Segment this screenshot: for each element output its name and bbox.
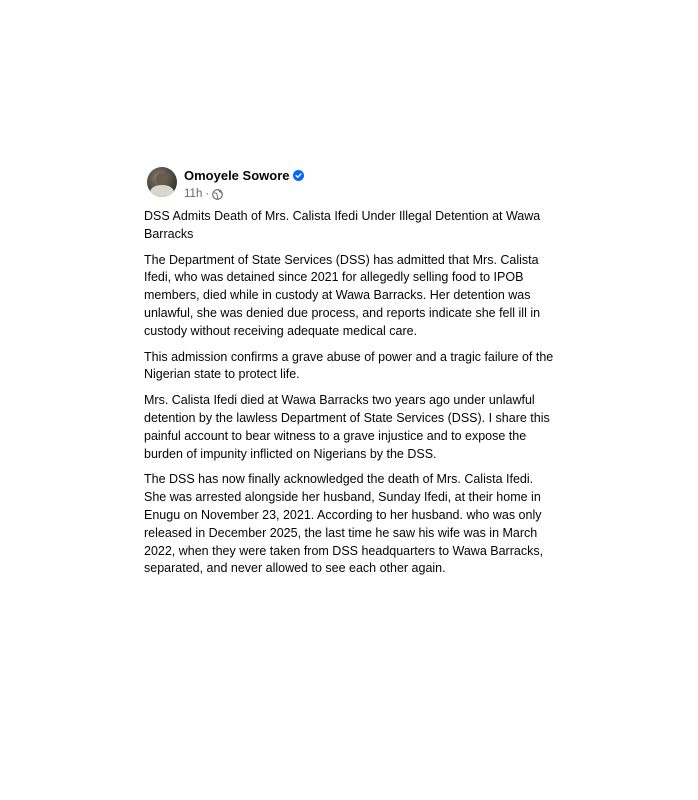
separator-dot: · — [205, 188, 210, 200]
author-row — [184, 166, 304, 184]
globe-icon[interactable] — [212, 189, 223, 200]
author-name[interactable]: Omoyele Sowore — [184, 167, 290, 183]
post-header — [144, 166, 556, 202]
post-paragraph: Mrs. Calista Ifedi died at Wawa Barracks two years ago under unlawful detention by the lawless Department of State Services (DSS). I share this painful account to bear witness to a grave injustice and to expose the burden of impunity inflicted on Nigerians by the DSS. — [144, 393, 550, 461]
post-timestamp[interactable]: 11h — [184, 188, 203, 200]
verified-badge-icon — [293, 170, 304, 181]
post-meta — [184, 166, 304, 202]
post-time-row — [184, 186, 304, 202]
post-body — [144, 208, 556, 578]
post-paragraph: This admission confirms a grave abuse of power and a tragic failure of the Nigerian state to protect life. — [144, 349, 554, 382]
facebook-post — [144, 166, 556, 586]
avatar[interactable] — [147, 167, 177, 197]
post-headline: DSS Admits Death of Mrs. Calista Ifedi Under Illegal Detention at Wawa Barracks — [144, 209, 541, 241]
post-paragraph: The Department of State Services (DSS) has admitted that Mrs. Calista Ifedi, who was detained since 2021 for allegedly selling food to IPOB members, died while in custody at Wawa Barracks. Her detention was unlawful, she was denied due process, and reports indicate she fell ill in custody without receiving adequate medical care. — [144, 252, 541, 338]
post-paragraph: The DSS has now finally acknowledged the death of Mrs. Calista Ifedi. She was arrested alongside her husband, Sunday Ifedi, at their home in Enugu on November 23, 2021. According to her husband. who was only released in December 2025, the last time he saw his wife was in March 2022, when they were taken from DSS headquarters to Wawa Barracks, separated, and never allowed to see each other again. — [144, 472, 544, 576]
avatar-shoulders — [150, 185, 174, 197]
